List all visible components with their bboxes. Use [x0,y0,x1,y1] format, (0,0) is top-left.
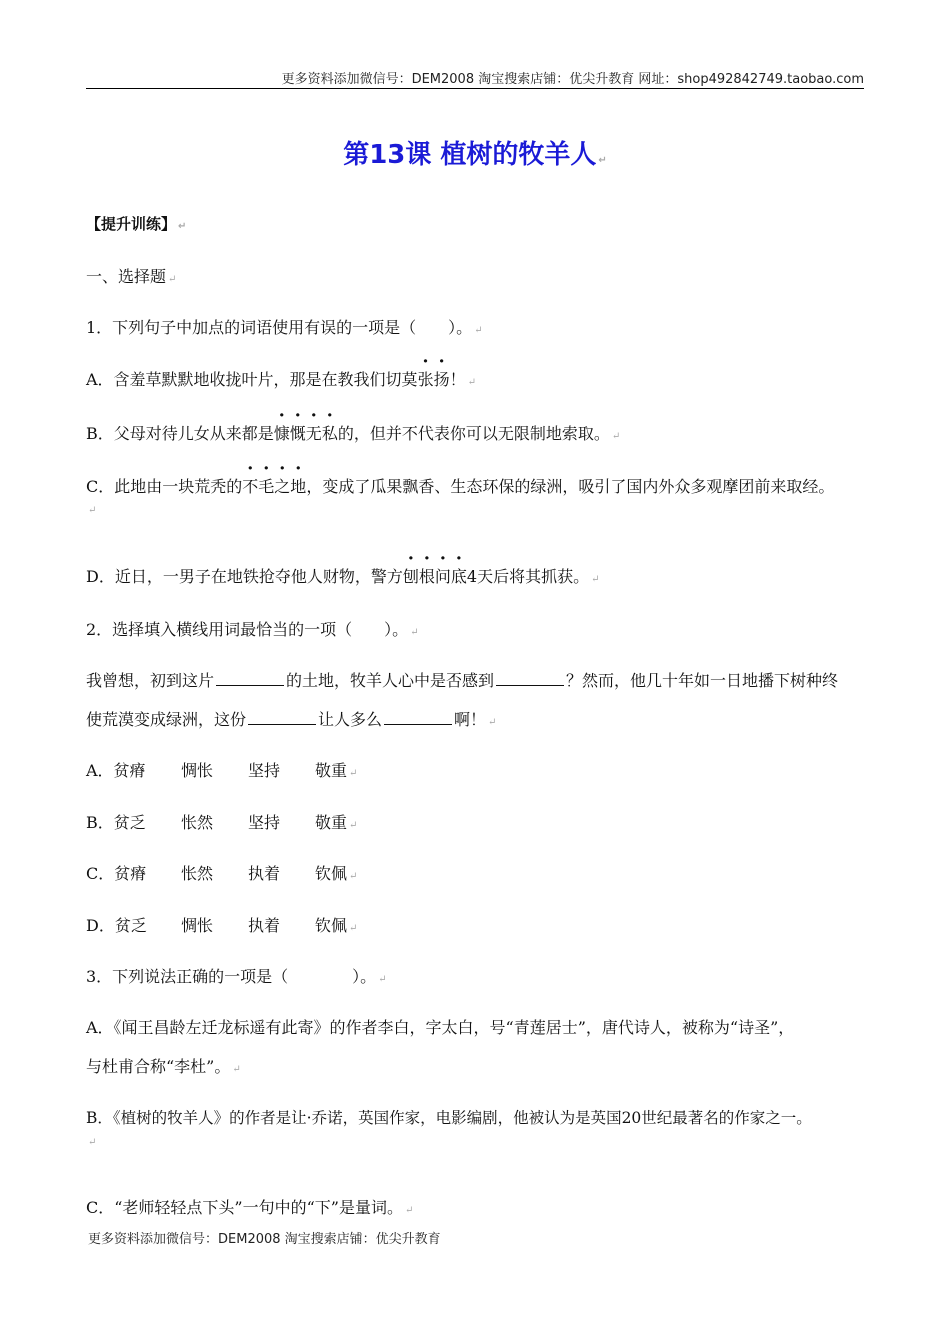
dotted-char: 私 [321,424,338,443]
q1-option-c [86,474,834,497]
dotted-char: 扬 [433,370,450,389]
dotted-char: 张 [417,370,434,389]
blank-line [216,671,284,686]
q2-p1: 我曾想，初到这片 [86,671,215,690]
option-word: 怅然 [181,813,214,832]
option-word: 钦佩 [315,916,348,935]
q3-option-a-line2: 与杜甫合称“李杜”。 ↵ [86,1057,241,1076]
q2-p5: 让人多么 [318,710,383,729]
q1-stem-text: 1．下列句子中加点的词语使用有误的一项是（ ）。 [86,318,473,337]
q1-b-post: 的，但并不代表你可以无限制地索取。 [337,424,610,443]
dotted-char: 刨 [402,567,419,586]
part-heading-text: 一、选择题 [86,267,167,286]
option-word: 惆怅 [181,761,214,780]
dotted-char: 无 [305,424,322,443]
option-word: 怅然 [181,864,214,883]
q2-passage-line2: 使荒漠变成绿洲，这份 让人多么 啊！ ↵ [86,710,497,729]
blank-line [496,671,564,686]
q3-b: B．《植树的牧羊人》的作者是让·乔诺，英国作家，电影编剧，他被认为是英国20世纪最著名的作家之一。 [86,1109,812,1127]
q2-stem: 2．选择填入横线用词最恰当的一项（ ）。 ↵ [86,620,419,639]
q1-a-pre: A．含羞草默默地收拢叶片，那是在教我们切莫 [86,370,418,389]
q1-option-d: D．近日，一男子在地铁抢夺他人财物，警方刨根问底4天后将其抓获。 ↵ [86,564,599,587]
q1-c-post: ，变成了瓜果飘香、生态环保的绿洲，吸引了国内外众多观摩团前来取经。 [306,477,835,496]
dotted-char: 地 [290,477,307,496]
q3-a1: A．《闻王昌龄左迁龙标遥有此寄》的作者李白，字太白，号“青莲居士”，唐代诗人，被称为“诗圣”， [86,1018,795,1037]
q2-passage-line1 [86,668,838,691]
dotted-char: 毛 [258,477,275,496]
q3-option-b [86,1106,812,1128]
page-header: 更多资料添加微信号：DEM2008 淘宝搜索店铺：优尖升教育 网址：shop492842749.taobao.com [281,72,864,87]
q2-option-d: D．贫乏 惆怅 执着 钦佩 ↵ [86,913,357,936]
dotted-char: 底 [450,567,467,586]
option-word: 敬重 [315,813,348,832]
q2-p4: 使荒漠变成绿洲，这份 [86,710,247,729]
q3-stem-text: 3．下列说法正确的一项是（ ）。 [86,967,377,986]
dotted-char: 慨 [289,424,306,443]
option-word: 钦佩 [315,864,348,883]
section-heading-text: 【提升训练】 [86,215,177,233]
blank-line [384,710,452,725]
q1-b-pre: B．父母对待儿女从来都是 [86,424,274,443]
q1-option-b: B．父母对待儿女从来都是慷慨无私的，但并不代表你可以无限制地索取。 ↵ [86,421,620,444]
q1-stem: 1．下列句子中加点的词语使用有误的一项是（ ）。 ↵ [86,318,483,337]
option-word: 惆怅 [181,916,214,935]
option-word: 坚持 [248,761,281,780]
dotted-char: 问 [434,567,451,586]
q3-c: C．“老师轻轻点下头”一句中的“下”是量词。 [86,1198,403,1217]
option-word: B．贫乏 [86,813,146,832]
q3-a2: 与杜甫合称“李杜”。 [86,1057,231,1076]
blank-line [248,710,316,725]
part-heading: 一、选择题 ↵ [86,267,177,286]
q2-option-a: A．贫瘠 惆怅 坚持 敬重 ↵ [86,758,357,781]
option-word: D．贫乏 [86,916,147,935]
q2-p2: 的土地，牧羊人心中是否感到 [286,671,495,690]
option-word: A．贫瘠 [86,761,146,780]
header-divider [86,88,864,89]
option-word: C．贫瘠 [86,864,147,883]
q3-stem: 3．下列说法正确的一项是（ ）。 ↵ [86,967,387,986]
page-footer: 更多资料添加微信号：DEM2008 淘宝搜索店铺：优尖升教育 [88,1232,441,1247]
dotted-char: 之 [274,477,291,496]
paragraph-mark: ↵ [88,505,97,516]
q2-option-b: B．贫乏 怅然 坚持 敬重 ↵ [86,810,357,833]
q3-option-c: C．“老师轻轻点下头”一句中的“下”是量词。 ↵ [86,1198,414,1217]
q1-c-pre: C．此地由一块荒秃的 [86,477,243,496]
q2-p3: ？然而，他几十年如一日地播下树种终 [566,671,839,690]
option-word: 敬重 [315,761,348,780]
q3-option-a-line1 [86,1015,794,1038]
option-word: 坚持 [248,813,281,832]
q1-d-pre: D．近日，一男子在地铁抢夺他人财物，警方 [86,567,403,586]
option-word: 执着 [248,864,281,883]
dotted-char: 慷 [273,424,290,443]
dotted-char: 根 [418,567,435,586]
dotted-char: 不 [242,477,259,496]
q1-a-post: ！ [449,370,466,389]
q2-option-c: C．贫瘠 怅然 执着 钦佩 ↵ [86,861,357,884]
lesson-title-text: 第13课 植树的牧羊人 [343,140,597,170]
q1-option-a: A．含羞草默默地收拢叶片，那是在教我们切莫张扬！ ↵ [86,367,476,390]
q2-p6: 啊！ [454,710,487,729]
paragraph-mark: ↵ [88,1137,97,1148]
lesson-title: 第13课 植树的牧羊人 ↵ [343,140,607,170]
q1-d-post: 4天后将其抓获。 [466,567,590,586]
q2-stem-text: 2．选择填入横线用词最恰当的一项（ ）。 [86,620,409,639]
option-word: 执着 [248,916,281,935]
section-heading: 【提升训练】 ↵ [86,215,187,233]
